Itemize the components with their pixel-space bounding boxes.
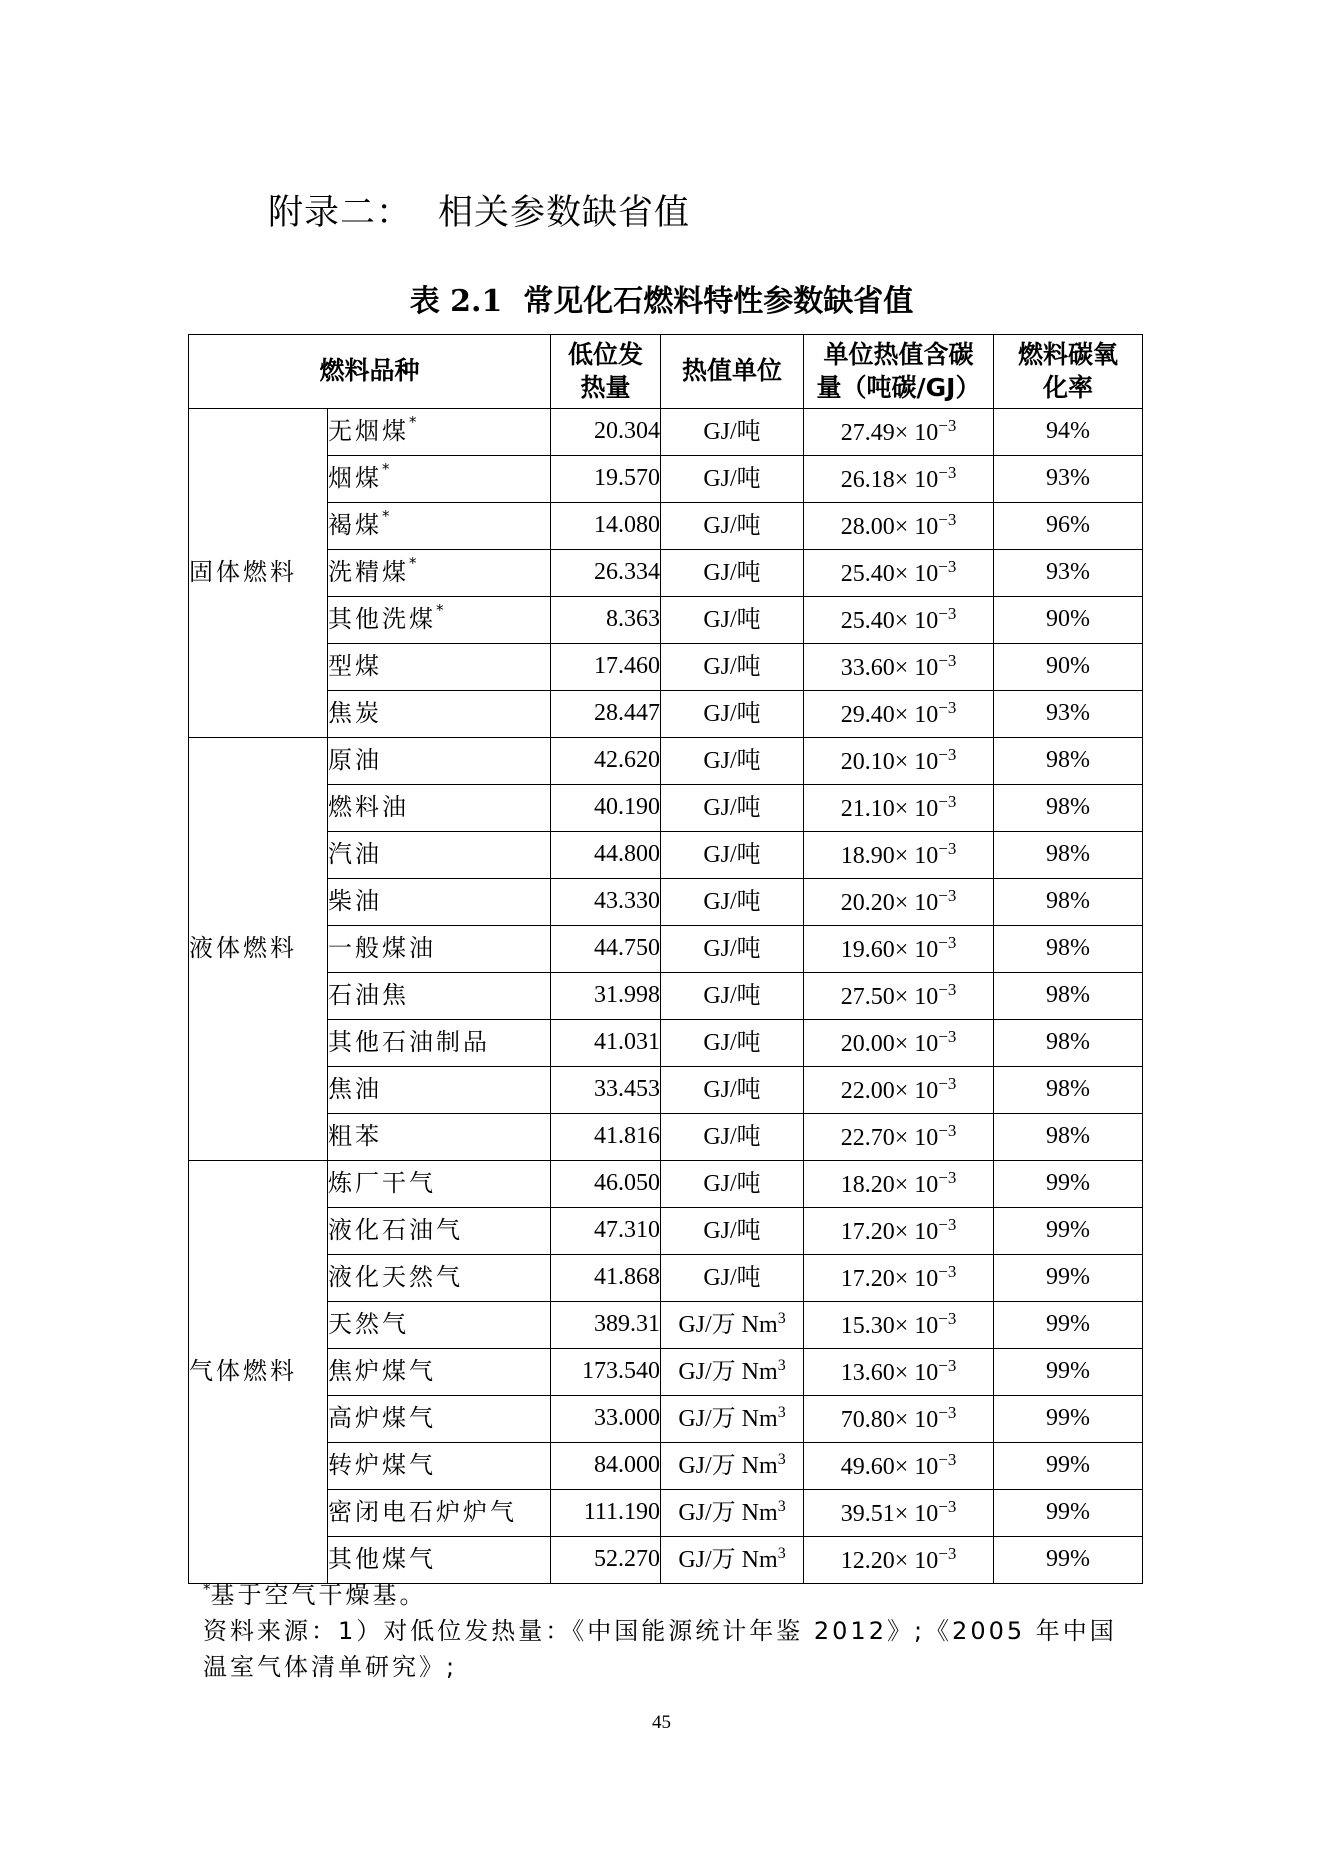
fuel-name: 焦油	[328, 1067, 551, 1114]
fuel-name: 粗苯	[328, 1114, 551, 1161]
heat-unit: GJ/吨	[661, 691, 804, 738]
table-row	[189, 1396, 1143, 1443]
dry-basis-mark: *	[436, 601, 444, 620]
heat-unit: GJ/万 Nm$^3$	[661, 1490, 804, 1537]
table-row	[189, 1161, 1143, 1208]
heat-value: 44.800	[551, 832, 661, 879]
appendix-title-text: 相关参数缺省值	[438, 193, 691, 233]
carbon-content: $17.20\times 10^{-3}$	[804, 1255, 994, 1302]
oxidation-rate: 98%	[994, 785, 1143, 832]
carbon-content: $27.49\times 10^{-3}$	[804, 409, 994, 456]
table-row	[189, 1443, 1143, 1490]
heat-unit: GJ/吨	[661, 832, 804, 879]
heat-unit: GJ/吨	[661, 1161, 804, 1208]
table-row	[189, 785, 1143, 832]
table-row	[189, 1208, 1143, 1255]
table-row	[189, 1067, 1143, 1114]
heat-value: 19.570	[551, 456, 661, 503]
table-notes	[203, 1571, 1143, 1685]
heat-value: 41.031	[551, 1020, 661, 1067]
heat-unit: GJ/吨	[661, 409, 804, 456]
oxidation-rate: 98%	[994, 1020, 1143, 1067]
carbon-content: $13.60\times 10^{-3}$	[804, 1349, 994, 1396]
fuel-name: 液化天然气	[328, 1255, 551, 1302]
heat-value: 26.334	[551, 550, 661, 597]
heat-unit: GJ/吨	[661, 973, 804, 1020]
table-row	[189, 926, 1143, 973]
fuel-name: 其他煤气	[328, 1537, 551, 1584]
heat-unit: GJ/万 Nm$^3$	[661, 1302, 804, 1349]
oxidation-rate: 98%	[994, 926, 1143, 973]
carbon-content: $29.40\times 10^{-3}$	[804, 691, 994, 738]
heat-value: 389.31	[551, 1302, 661, 1349]
carbon-content: $70.80\times 10^{-3}$	[804, 1396, 994, 1443]
carbon-content: $20.20\times 10^{-3}$	[804, 879, 994, 926]
dry-basis-mark: *	[409, 413, 417, 432]
heat-unit: GJ/吨	[661, 926, 804, 973]
table-row	[189, 879, 1143, 926]
table-row	[189, 1302, 1143, 1349]
heat-value: 28.447	[551, 691, 661, 738]
heat-value: 111.190	[551, 1490, 661, 1537]
heat-unit: GJ/吨	[661, 1255, 804, 1302]
heat-value: 41.816	[551, 1114, 661, 1161]
carbon-content: $22.70\times 10^{-3}$	[804, 1114, 994, 1161]
fuel-name: 天然气	[328, 1302, 551, 1349]
heat-value: 42.620	[551, 738, 661, 785]
carbon-content: $19.60\times 10^{-3}$	[804, 926, 994, 973]
heat-value: 43.330	[551, 879, 661, 926]
table-row	[189, 1020, 1143, 1067]
oxidation-rate: 99%	[994, 1255, 1143, 1302]
fuel-name: 焦炉煤气	[328, 1349, 551, 1396]
oxidation-rate: 99%	[994, 1349, 1143, 1396]
table-row	[189, 644, 1143, 691]
table-row	[189, 503, 1143, 550]
heat-value: 17.460	[551, 644, 661, 691]
table-row	[189, 1255, 1143, 1302]
heat-unit: GJ/吨	[661, 1020, 804, 1067]
carbon-content: $27.50\times 10^{-3}$	[804, 973, 994, 1020]
table-row	[189, 691, 1143, 738]
heat-unit: GJ/吨	[661, 879, 804, 926]
fuel-name: 其他洗煤*	[328, 597, 551, 644]
heat-unit: GJ/吨	[661, 1208, 804, 1255]
dry-basis-mark: *	[409, 554, 417, 573]
table-caption-text: 常见化石燃料特性参数缺省值	[523, 284, 914, 319]
oxidation-rate: 98%	[994, 832, 1143, 879]
carbon-content: $33.60\times 10^{-3}$	[804, 644, 994, 691]
oxidation-rate: 98%	[994, 738, 1143, 785]
heat-unit: GJ/万 Nm$^3$	[661, 1349, 804, 1396]
fuel-name: 型煤	[328, 644, 551, 691]
heat-unit: GJ/吨	[661, 738, 804, 785]
source-note: 资料来源：1）对低位发热量：《中国能源统计年鉴 2012》;《2005 年中国温室气体清单研究》;	[203, 1617, 1117, 1681]
carbon-content: $20.10\times 10^{-3}$	[804, 738, 994, 785]
carbon-content: $20.00\times 10^{-3}$	[804, 1020, 994, 1067]
heat-value: 47.310	[551, 1208, 661, 1255]
header-heat-unit: 热值单位	[661, 335, 804, 409]
oxidation-rate: 98%	[994, 879, 1143, 926]
page-number: 45	[652, 1712, 671, 1733]
oxidation-rate: 93%	[994, 691, 1143, 738]
heat-value: 8.363	[551, 597, 661, 644]
header-heat-value: 低位发 热量	[551, 335, 661, 409]
table-header-row	[189, 335, 1143, 409]
heat-unit: GJ/吨	[661, 1114, 804, 1161]
dry-basis-mark: *	[382, 460, 390, 479]
heat-unit: GJ/万 Nm$^3$	[661, 1396, 804, 1443]
header-carbon-content: 单位热值含碳 量（吨碳/GJ）	[804, 335, 994, 409]
fuel-name: 转炉煤气	[328, 1443, 551, 1490]
heat-unit: GJ/吨	[661, 1067, 804, 1114]
heat-value: 14.080	[551, 503, 661, 550]
table-row	[189, 1349, 1143, 1396]
heat-unit: GJ/万 Nm$^3$	[661, 1537, 804, 1584]
table-row	[189, 832, 1143, 879]
fuel-name: 石油焦	[328, 973, 551, 1020]
carbon-content: $12.20\times 10^{-3}$	[804, 1537, 994, 1584]
carbon-content: $25.40\times 10^{-3}$	[804, 597, 994, 644]
table-caption	[0, 276, 1323, 320]
table-row	[189, 409, 1143, 456]
heat-value: 41.868	[551, 1255, 661, 1302]
table-row	[189, 597, 1143, 644]
oxidation-rate: 99%	[994, 1396, 1143, 1443]
oxidation-rate: 99%	[994, 1208, 1143, 1255]
oxidation-rate: 98%	[994, 1114, 1143, 1161]
oxidation-rate: 98%	[994, 1067, 1143, 1114]
table-body	[189, 409, 1143, 1584]
header-oxidation-rate: 燃料碳氧 化率	[994, 335, 1143, 409]
fuel-name: 原油	[328, 738, 551, 785]
fuel-name: 液化石油气	[328, 1208, 551, 1255]
carbon-content: $18.20\times 10^{-3}$	[804, 1161, 994, 1208]
heat-value: 46.050	[551, 1161, 661, 1208]
header-fuel-type: 燃料品种	[189, 335, 551, 409]
fuel-name: 其他石油制品	[328, 1020, 551, 1067]
fuel-name: 无烟煤*	[328, 409, 551, 456]
fuel-name: 密闭电石炉炉气	[328, 1490, 551, 1537]
fuel-name: 焦炭	[328, 691, 551, 738]
heat-unit: GJ/吨	[661, 456, 804, 503]
heat-unit: GJ/万 Nm$^3$	[661, 1443, 804, 1490]
heat-value: 33.453	[551, 1067, 661, 1114]
table-row	[189, 1490, 1143, 1537]
fuel-name: 柴油	[328, 879, 551, 926]
fuel-name: 一般煤油	[328, 926, 551, 973]
heat-unit: GJ/吨	[661, 644, 804, 691]
footnote-mark: *	[203, 1580, 211, 1598]
fuel-name: 汽油	[328, 832, 551, 879]
fuel-name: 高炉煤气	[328, 1396, 551, 1443]
oxidation-rate: 99%	[994, 1490, 1143, 1537]
carbon-content: $22.00\times 10^{-3}$	[804, 1067, 994, 1114]
dry-basis-mark: *	[382, 507, 390, 526]
heat-value: 44.750	[551, 926, 661, 973]
fuel-name: 燃料油	[328, 785, 551, 832]
oxidation-rate: 93%	[994, 550, 1143, 597]
fuel-parameters-table	[188, 334, 1143, 1584]
carbon-content: $15.30\times 10^{-3}$	[804, 1302, 994, 1349]
table-row	[189, 738, 1143, 785]
fuel-name: 烟煤*	[328, 456, 551, 503]
oxidation-rate: 94%	[994, 409, 1143, 456]
table-row	[189, 1114, 1143, 1161]
oxidation-rate: 90%	[994, 644, 1143, 691]
heat-value: 173.540	[551, 1349, 661, 1396]
fuel-name: 褐煤*	[328, 503, 551, 550]
fuel-category: 固体燃料	[189, 409, 328, 738]
carbon-content: $25.40\times 10^{-3}$	[804, 550, 994, 597]
heat-value: 20.304	[551, 409, 661, 456]
carbon-content: $21.10\times 10^{-3}$	[804, 785, 994, 832]
appendix-title-prefix: 附录二：	[268, 193, 413, 233]
oxidation-rate: 90%	[994, 597, 1143, 644]
heat-unit: GJ/吨	[661, 597, 804, 644]
fuel-category: 液体燃料	[189, 738, 328, 1161]
table-row	[189, 973, 1143, 1020]
oxidation-rate: 99%	[994, 1443, 1143, 1490]
heat-unit: GJ/吨	[661, 503, 804, 550]
table-row	[189, 550, 1143, 597]
footnote-text: 基于空气干燥基。	[210, 1581, 427, 1609]
carbon-content: $49.60\times 10^{-3}$	[804, 1443, 994, 1490]
heat-value: 52.270	[551, 1537, 661, 1584]
appendix-title	[268, 185, 690, 235]
oxidation-rate: 99%	[994, 1537, 1143, 1584]
fuel-category: 气体燃料	[189, 1161, 328, 1584]
oxidation-rate: 99%	[994, 1302, 1143, 1349]
oxidation-rate: 93%	[994, 456, 1143, 503]
heat-value: 40.190	[551, 785, 661, 832]
oxidation-rate: 99%	[994, 1161, 1143, 1208]
heat-value: 33.000	[551, 1396, 661, 1443]
heat-value: 84.000	[551, 1443, 661, 1490]
table-caption-label: 表 2.1	[409, 284, 503, 319]
table-row	[189, 456, 1143, 503]
oxidation-rate: 96%	[994, 503, 1143, 550]
carbon-content: $18.90\times 10^{-3}$	[804, 832, 994, 879]
fuel-name: 炼厂干气	[328, 1161, 551, 1208]
heat-unit: GJ/吨	[661, 550, 804, 597]
heat-unit: GJ/吨	[661, 785, 804, 832]
footnote	[203, 1571, 1143, 1613]
oxidation-rate: 98%	[994, 973, 1143, 1020]
fuel-name: 洗精煤*	[328, 550, 551, 597]
carbon-content: $28.00\times 10^{-3}$	[804, 503, 994, 550]
heat-value: 31.998	[551, 973, 661, 1020]
carbon-content: $39.51\times 10^{-3}$	[804, 1490, 994, 1537]
carbon-content: $26.18\times 10^{-3}$	[804, 456, 994, 503]
carbon-content: $17.20\times 10^{-3}$	[804, 1208, 994, 1255]
